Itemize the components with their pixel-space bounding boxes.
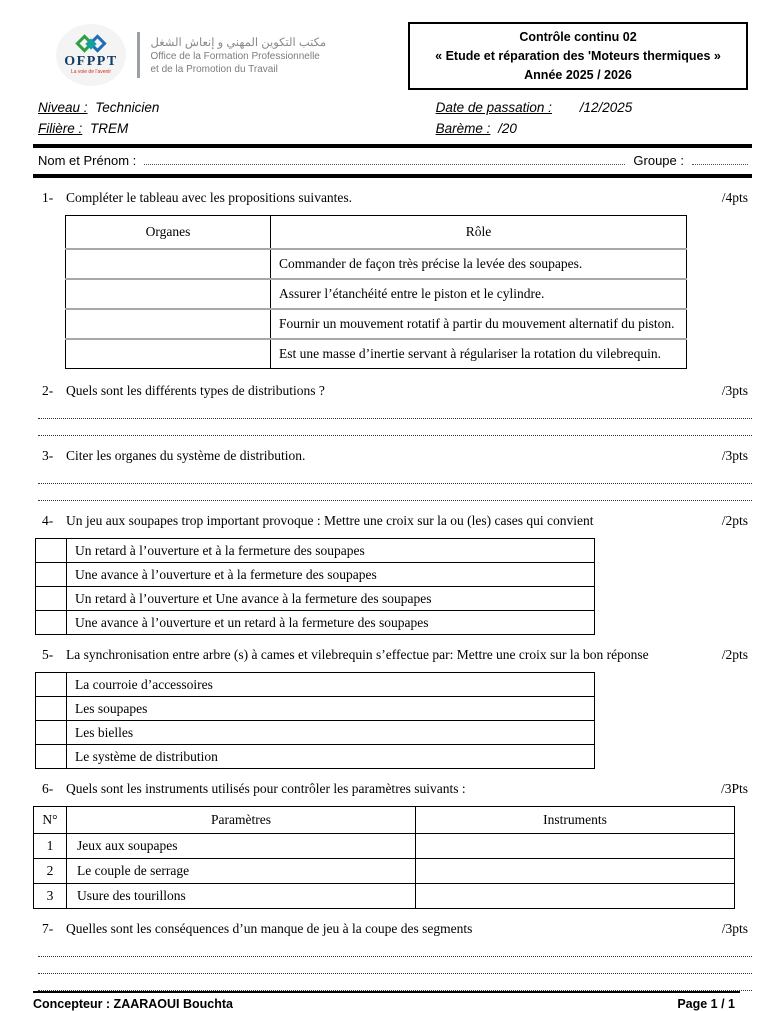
table-row xyxy=(34,859,735,884)
question-1 xyxy=(38,190,748,206)
checkbox-cell xyxy=(36,611,67,635)
option-row xyxy=(36,745,595,769)
role-cell: Commander de façon très précise la levée des soupapes. xyxy=(271,249,687,279)
document-header xyxy=(38,22,748,90)
option-row xyxy=(36,563,595,587)
organe-blank-cell xyxy=(66,249,271,279)
logo-divider xyxy=(137,32,140,78)
document-footer xyxy=(33,991,748,1011)
role-cell: Fournir un mouvement rotatif à partir du mouvement alternatif du piston. xyxy=(271,309,687,339)
parametre-cell: Usure des tourillons xyxy=(67,884,416,909)
date-row xyxy=(436,100,748,115)
checkbox-cell xyxy=(36,721,67,745)
niveau-row xyxy=(38,100,436,115)
org-name-arabic: مكتب التكوين المهني و إنعاش الشغل xyxy=(150,36,327,49)
organe-blank-cell xyxy=(66,279,271,309)
table-header-row xyxy=(34,807,735,834)
row-number: 1 xyxy=(34,834,67,859)
option-label: Un retard à l’ouverture et à la fermeture des soupapes xyxy=(67,539,595,563)
name-answer-line xyxy=(144,154,625,165)
name-label: Nom et Prénom : xyxy=(38,153,137,169)
option-row xyxy=(36,721,595,745)
question-7-text: Quelles sont les conséquences d’un manque de jeu à la coupe des segments xyxy=(66,921,473,937)
question-5 xyxy=(38,647,748,663)
question-3 xyxy=(38,448,748,464)
question-6-number: 6- xyxy=(42,781,54,797)
org-name-block xyxy=(151,34,327,77)
question-7-answer-area xyxy=(38,940,748,991)
exam-title-box xyxy=(408,22,748,90)
organe-blank-cell xyxy=(66,339,271,369)
checkbox-cell xyxy=(36,697,67,721)
answer-line xyxy=(38,402,752,419)
bareme-label: Barème : xyxy=(435,121,491,137)
checkbox-cell xyxy=(36,673,67,697)
question-4-text: Un jeu aux soupapes trop important provoque : Mettre une croix sur la ou (les) cases qui convient xyxy=(66,513,594,529)
option-label: Les bielles xyxy=(67,721,595,745)
question-1-number: 1- xyxy=(42,190,54,206)
question-2-text: Quels sont les différents types de distributions ? xyxy=(66,383,325,399)
footer-page-number: Page 1 / 1 xyxy=(677,997,735,1011)
footer-author: Concepteur : ZAARAOUI Bouchta xyxy=(33,997,233,1011)
option-row xyxy=(36,611,595,635)
organe-blank-cell xyxy=(66,309,271,339)
filiere-value: TREM xyxy=(90,121,129,137)
question-3-answer-area xyxy=(38,467,748,501)
question-1-text: Compléter le tableau avec les propositions suivantes. xyxy=(66,190,353,206)
org-name-french-line1: Office de la Formation Professionnelle xyxy=(150,51,320,63)
question-7-points: /3pts xyxy=(721,921,748,937)
option-label: Une avance à l’ouverture et à la fermeture des soupapes xyxy=(67,563,595,587)
exam-title-line3: Année 2025 / 2026 xyxy=(524,67,632,82)
niveau-value: Technicien xyxy=(95,100,160,116)
group-label: Groupe : xyxy=(633,153,684,169)
question-2-number: 2- xyxy=(42,383,54,399)
identity-row xyxy=(38,148,748,174)
parametre-cell: Le couple de serrage xyxy=(67,859,416,884)
option-row xyxy=(36,587,595,611)
option-row xyxy=(36,539,595,563)
logo-diamonds xyxy=(78,35,104,53)
role-cell: Assurer l’étanchéité entre le piston et le cylindre. xyxy=(271,279,687,309)
row-number: 3 xyxy=(34,884,67,909)
question-7 xyxy=(38,921,748,937)
question-2-points: /3pts xyxy=(721,383,748,399)
checkbox-cell xyxy=(36,587,67,611)
option-label: Le système de distribution xyxy=(67,745,595,769)
exam-title-line2: « Etude et réparation des 'Moteurs thermiques » xyxy=(435,48,721,63)
question-5-number: 5- xyxy=(42,647,54,663)
table-header-row xyxy=(66,216,687,250)
parametres-instruments-table xyxy=(33,806,735,909)
filiere-label: Filière : xyxy=(38,121,83,137)
table-row xyxy=(34,834,735,859)
instrument-blank-cell xyxy=(416,834,735,859)
row-number: 2 xyxy=(34,859,67,884)
answer-line xyxy=(38,940,752,957)
question-6 xyxy=(38,781,748,797)
group-answer-line xyxy=(692,154,748,165)
role-header: Rôle xyxy=(271,216,687,250)
table-row xyxy=(66,309,687,339)
option-label: Les soupapes xyxy=(67,697,595,721)
option-row xyxy=(36,673,595,697)
question-5-text: La synchronisation entre arbre (s) à cames et vilebrequin s’effectue par: Mettre une croix sur la bon réponse xyxy=(66,647,649,663)
organes-roles-table xyxy=(65,215,687,369)
answer-line xyxy=(38,484,752,501)
question-5-options-table xyxy=(35,672,595,769)
filiere-row xyxy=(38,121,436,136)
option-label: La courroie d’accessoires xyxy=(67,673,595,697)
answer-line xyxy=(38,957,752,974)
niveau-label: Niveau : xyxy=(38,100,88,116)
question-2 xyxy=(38,383,748,399)
option-row xyxy=(36,697,595,721)
checkbox-cell xyxy=(36,539,67,563)
instruments-header: Instruments xyxy=(416,807,735,834)
option-label: Un retard à l’ouverture et Une avance à la fermeture des soupapes xyxy=(67,587,595,611)
option-label: Une avance à l’ouverture et un retard à la fermeture des soupapes xyxy=(67,611,595,635)
role-cell: Est une masse d’inertie servant à régulariser la rotation du vilebrequin. xyxy=(271,339,687,369)
answer-line xyxy=(38,974,752,991)
question-4-number: 4- xyxy=(42,513,54,529)
question-3-text: Citer les organes du système de distribution. xyxy=(66,448,306,464)
question-2-answer-area xyxy=(38,402,748,436)
ofppt-wordmark: OFPPT xyxy=(64,53,118,69)
answer-line xyxy=(38,467,752,484)
date-label: Date de passation : xyxy=(435,100,552,116)
checkbox-cell xyxy=(36,745,67,769)
org-name-french-line2: et de la Promotion du Travail xyxy=(150,64,278,76)
bareme-row xyxy=(436,121,748,136)
checkbox-cell xyxy=(36,563,67,587)
question-4-points: /2pts xyxy=(721,513,748,529)
instrument-blank-cell xyxy=(416,884,735,909)
ofppt-logo xyxy=(56,24,126,86)
table-row xyxy=(66,339,687,369)
parametres-header: Paramètres xyxy=(67,807,416,834)
question-4-options-table xyxy=(35,538,595,635)
question-5-points: /2pts xyxy=(721,647,748,663)
question-3-points: /3pts xyxy=(721,448,748,464)
table-row xyxy=(66,279,687,309)
question-6-text: Quels sont les instruments utilisés pour contrôler les paramètres suivants : xyxy=(66,781,466,797)
question-7-number: 7- xyxy=(42,921,54,937)
parametre-cell: Jeux aux soupapes xyxy=(67,834,416,859)
bareme-value: /20 xyxy=(498,121,517,137)
table-row xyxy=(34,884,735,909)
num-header: N° xyxy=(34,807,67,834)
question-4 xyxy=(38,513,748,529)
instrument-blank-cell xyxy=(416,859,735,884)
question-3-number: 3- xyxy=(42,448,54,464)
organes-header: Organes xyxy=(66,216,271,250)
date-value: /12/2025 xyxy=(579,100,633,116)
question-1-points: /4pts xyxy=(721,190,748,206)
answer-line xyxy=(38,419,752,436)
table-row xyxy=(66,249,687,279)
ofppt-brand-block xyxy=(56,24,326,86)
exam-title-line1: Contrôle continu 02 xyxy=(519,30,637,44)
ofppt-tagline: La voie de l'avenir xyxy=(70,68,112,75)
question-6-points: /3Pts xyxy=(720,781,748,797)
exam-info xyxy=(38,100,748,136)
separator-rule-bottom xyxy=(33,174,752,178)
